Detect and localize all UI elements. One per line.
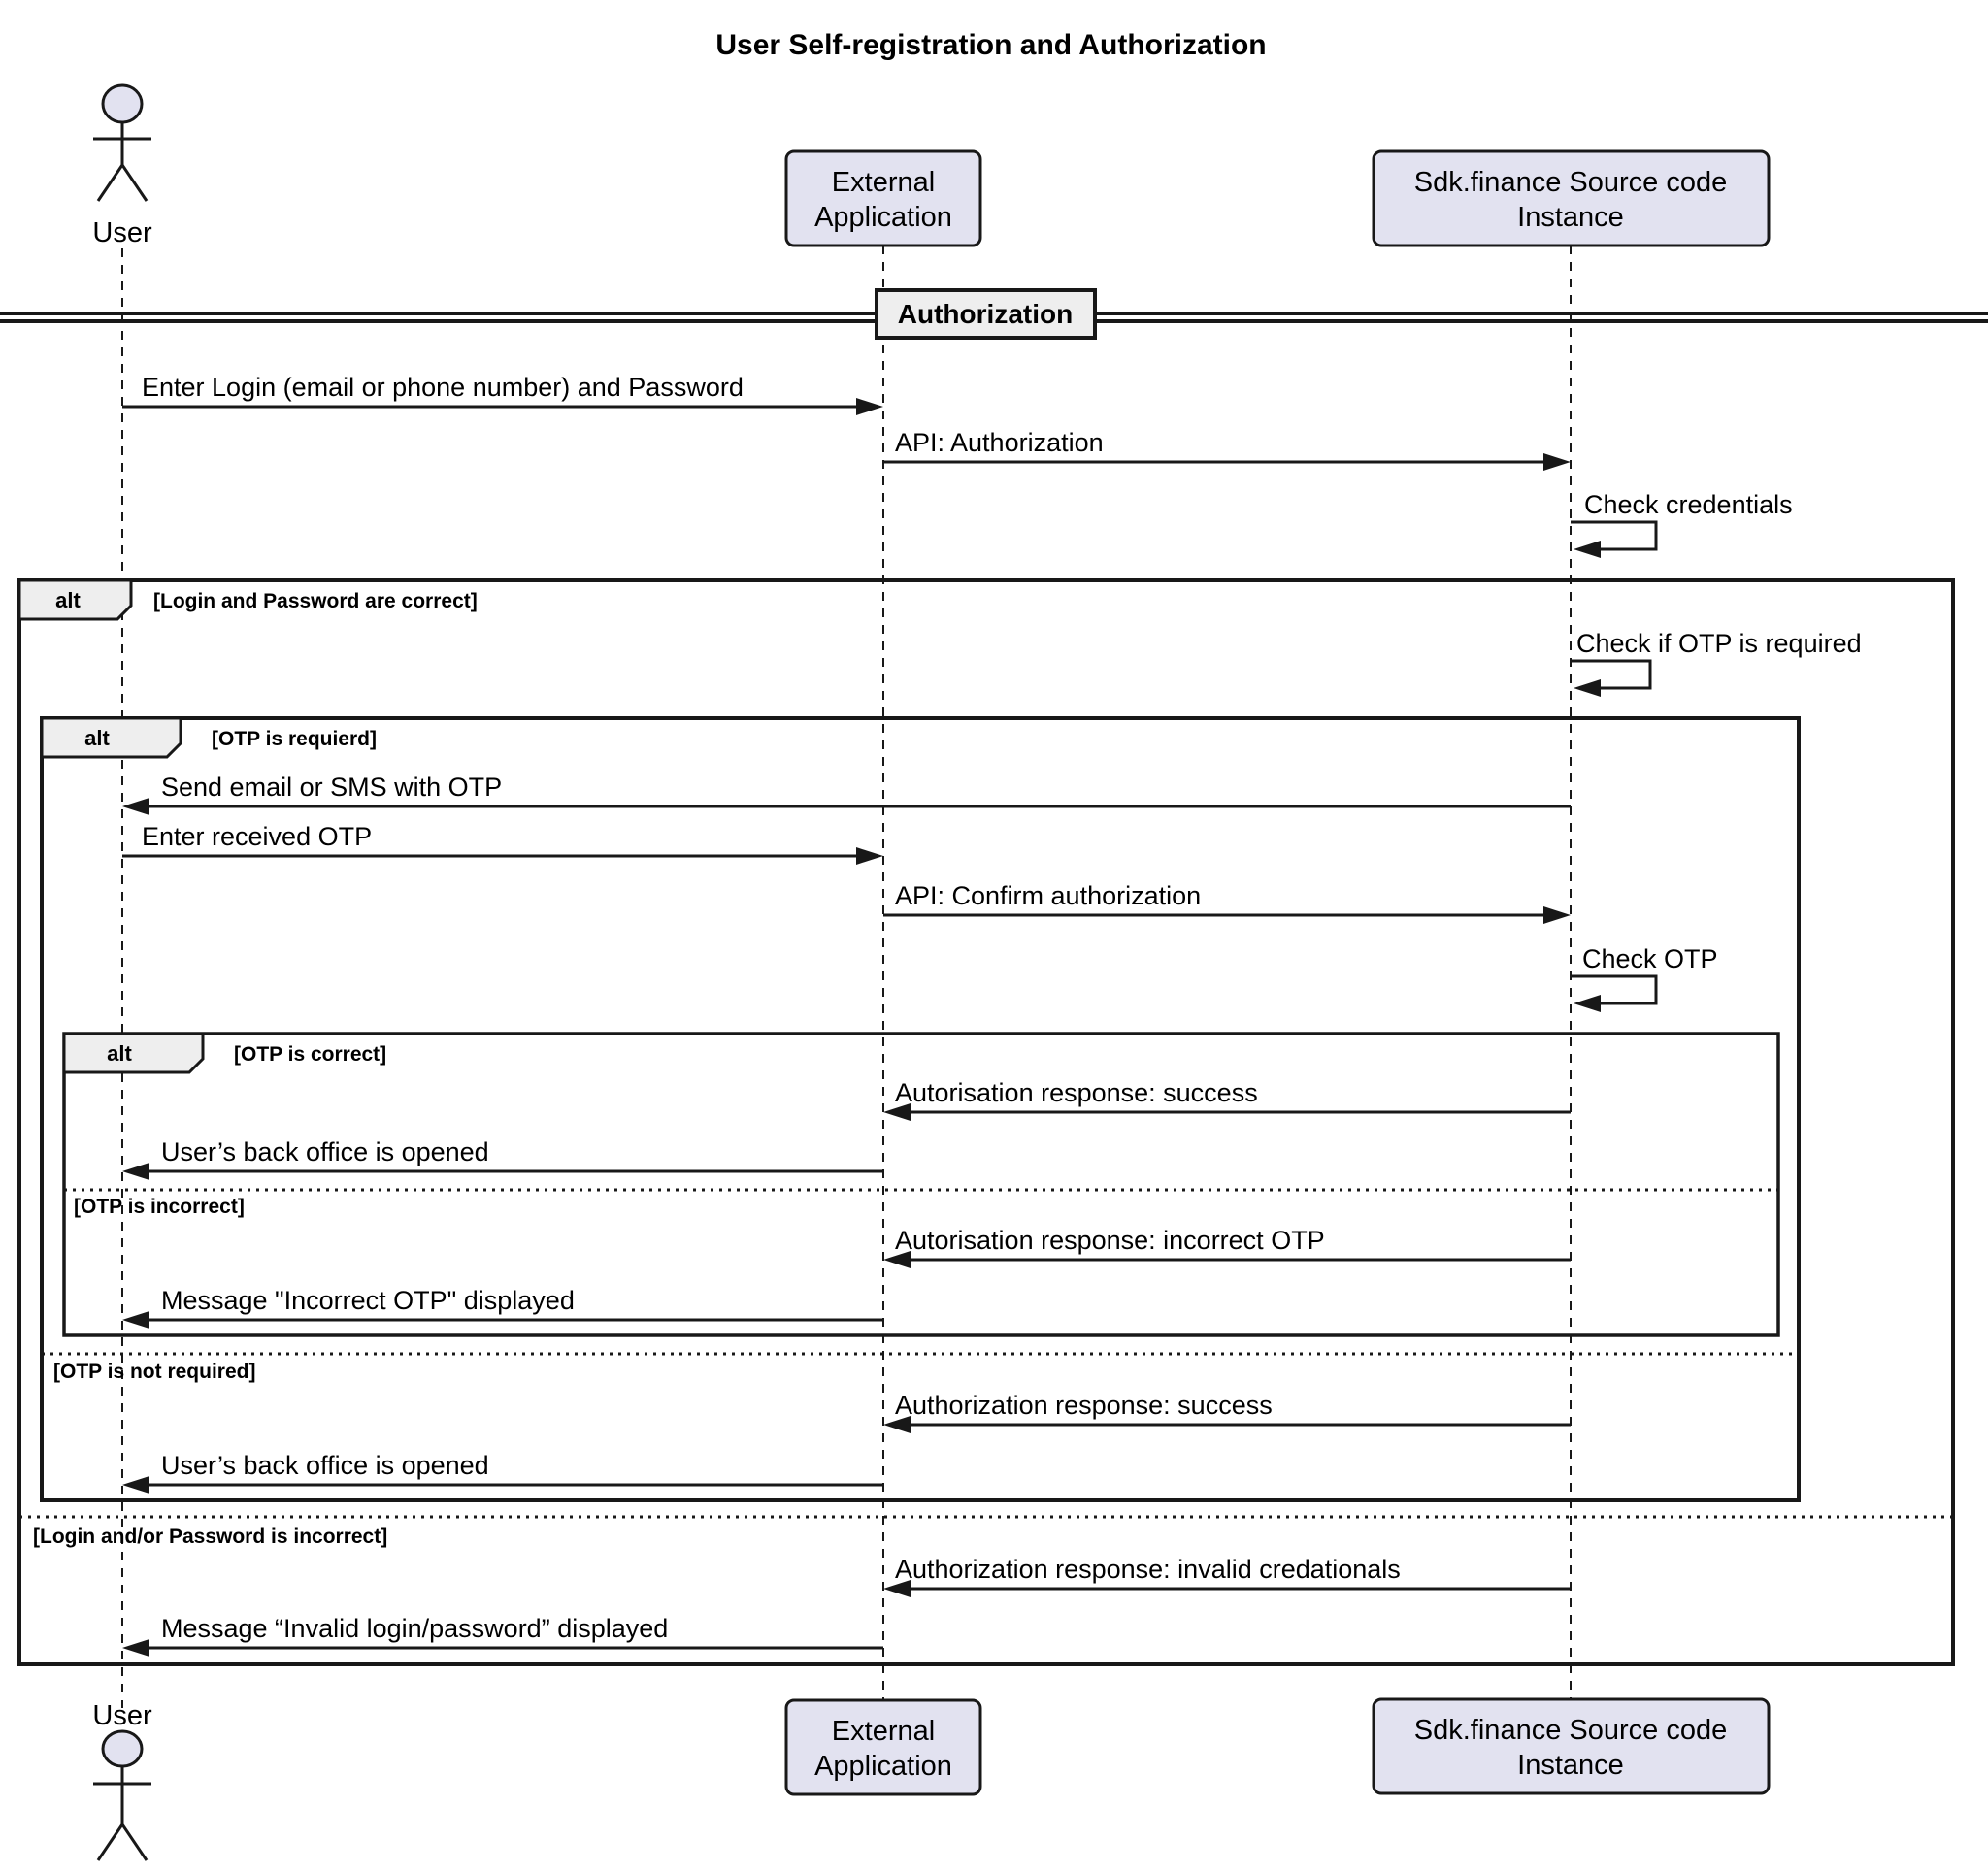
message-label: Autorisation response: success xyxy=(895,1078,1258,1107)
self-message-loop xyxy=(1571,976,1656,1003)
participant-name-line2: Instance xyxy=(1517,1750,1624,1781)
message-label: Enter Login (email or phone number) and Password xyxy=(142,373,744,402)
alt-guard-otp-incorrect: [OTP is incorrect] xyxy=(74,1196,245,1218)
message-label: Autorisation response: incorrect OTP xyxy=(895,1226,1325,1255)
message-label: Message “Invalid login/password” displayed xyxy=(161,1614,669,1643)
actor-leg-left-icon xyxy=(98,1824,122,1860)
divider-authorization xyxy=(0,290,1988,338)
user-actor-bottom xyxy=(92,1700,152,1860)
arrowhead-left-icon xyxy=(122,1639,149,1657)
message-authorization-success xyxy=(883,1391,1571,1433)
message-incorrect-otp-displayed xyxy=(122,1286,883,1329)
arrowhead-left-icon xyxy=(1574,995,1601,1012)
arrowhead-right-icon xyxy=(856,847,883,865)
alt-operator-pentagon xyxy=(42,718,181,757)
self-message-loop xyxy=(1571,522,1656,549)
arrowhead-left-icon xyxy=(1574,541,1601,558)
actor-leg-right-icon xyxy=(122,1824,147,1860)
arrowhead-right-icon xyxy=(1543,453,1571,471)
alt-operator-label: alt xyxy=(84,726,110,750)
actor-leg-right-icon xyxy=(122,165,147,201)
diagram-title: User Self-registration and Authorization xyxy=(715,29,1267,61)
participant-name-line2: Instance xyxy=(1517,202,1624,233)
message-back-office-opened-2 xyxy=(122,1451,883,1494)
message-label: User’s back office is opened xyxy=(161,1137,489,1166)
alt-guard-otp-correct: [OTP is correct] xyxy=(234,1043,387,1066)
divider-label: Authorization xyxy=(897,299,1074,329)
message-label: API: Authorization xyxy=(895,428,1104,457)
alt-guard-otp-required: [OTP is requierd] xyxy=(212,728,377,750)
arrowhead-left-icon xyxy=(122,1163,149,1180)
actor-head-icon xyxy=(103,1731,142,1766)
self-message-check-otp xyxy=(1571,944,1718,1012)
alt-guard-otp-not-required: [OTP is not required] xyxy=(53,1361,256,1383)
alt-operator-pentagon xyxy=(64,1034,203,1072)
actor-leg-left-icon xyxy=(98,165,122,201)
arrowhead-right-icon xyxy=(856,398,883,415)
self-message-check-credentials xyxy=(1571,490,1793,558)
message-label: Check OTP xyxy=(1582,944,1718,973)
message-label: API: Confirm authorization xyxy=(895,881,1202,910)
arrowhead-left-icon xyxy=(122,1311,149,1329)
message-api-confirm-authorization xyxy=(883,881,1571,924)
message-authorization-invalid xyxy=(883,1555,1571,1597)
alt-operator-label: alt xyxy=(55,588,81,612)
participant-name-line1: Sdk.finance Source code xyxy=(1413,1715,1728,1746)
message-enter-received-otp xyxy=(122,822,883,865)
message-back-office-opened-1 xyxy=(122,1137,883,1180)
message-autorisation-success xyxy=(883,1078,1571,1121)
actor-label: User xyxy=(92,1700,152,1731)
arrowhead-right-icon xyxy=(1543,906,1571,924)
message-autorisation-incorrect-otp xyxy=(883,1226,1571,1268)
message-label: Enter received OTP xyxy=(142,822,373,851)
user-actor-top xyxy=(92,85,152,248)
alt-guard-login-correct: [Login and Password are correct] xyxy=(153,590,478,612)
self-message-check-if-otp-required xyxy=(1571,629,1862,697)
participant-name-line2: Application xyxy=(814,202,952,233)
message-label: User’s back office is opened xyxy=(161,1451,489,1480)
participant-name-line1: External xyxy=(831,1716,936,1747)
participant-name-line1: Sdk.finance Source code xyxy=(1413,167,1728,198)
alt-operator-label: alt xyxy=(107,1041,132,1066)
message-label: Authorization response: invalid credationals xyxy=(895,1555,1401,1584)
participant-name-line1: External xyxy=(831,167,936,198)
participant-name-line2: Application xyxy=(814,1751,952,1782)
message-enter-login xyxy=(122,373,883,415)
participant-sdk-finance-bottom xyxy=(1374,1699,1769,1793)
participant-sdk-finance-top xyxy=(1374,151,1769,246)
message-label: Check if OTP is required xyxy=(1576,629,1862,658)
arrowhead-left-icon xyxy=(122,1476,149,1494)
message-invalid-login-displayed xyxy=(122,1614,883,1657)
alt-guard-login-incorrect: [Login and/or Password is incorrect] xyxy=(33,1526,388,1548)
message-label: Check credentials xyxy=(1584,490,1793,519)
actor-label: User xyxy=(92,217,152,248)
message-label: Message "Incorrect OTP" displayed xyxy=(161,1286,575,1315)
message-send-email-or-sms xyxy=(122,772,1571,815)
message-label: Send email or SMS with OTP xyxy=(161,772,503,802)
actor-head-icon xyxy=(103,85,142,122)
participant-external-application-bottom xyxy=(786,1700,980,1794)
participant-external-application-top xyxy=(786,151,980,246)
arrowhead-left-icon xyxy=(122,798,149,815)
arrowhead-left-icon xyxy=(1574,679,1601,697)
self-message-loop xyxy=(1571,661,1650,688)
message-label: Authorization response: success xyxy=(895,1391,1273,1420)
message-api-authorization xyxy=(883,428,1571,471)
